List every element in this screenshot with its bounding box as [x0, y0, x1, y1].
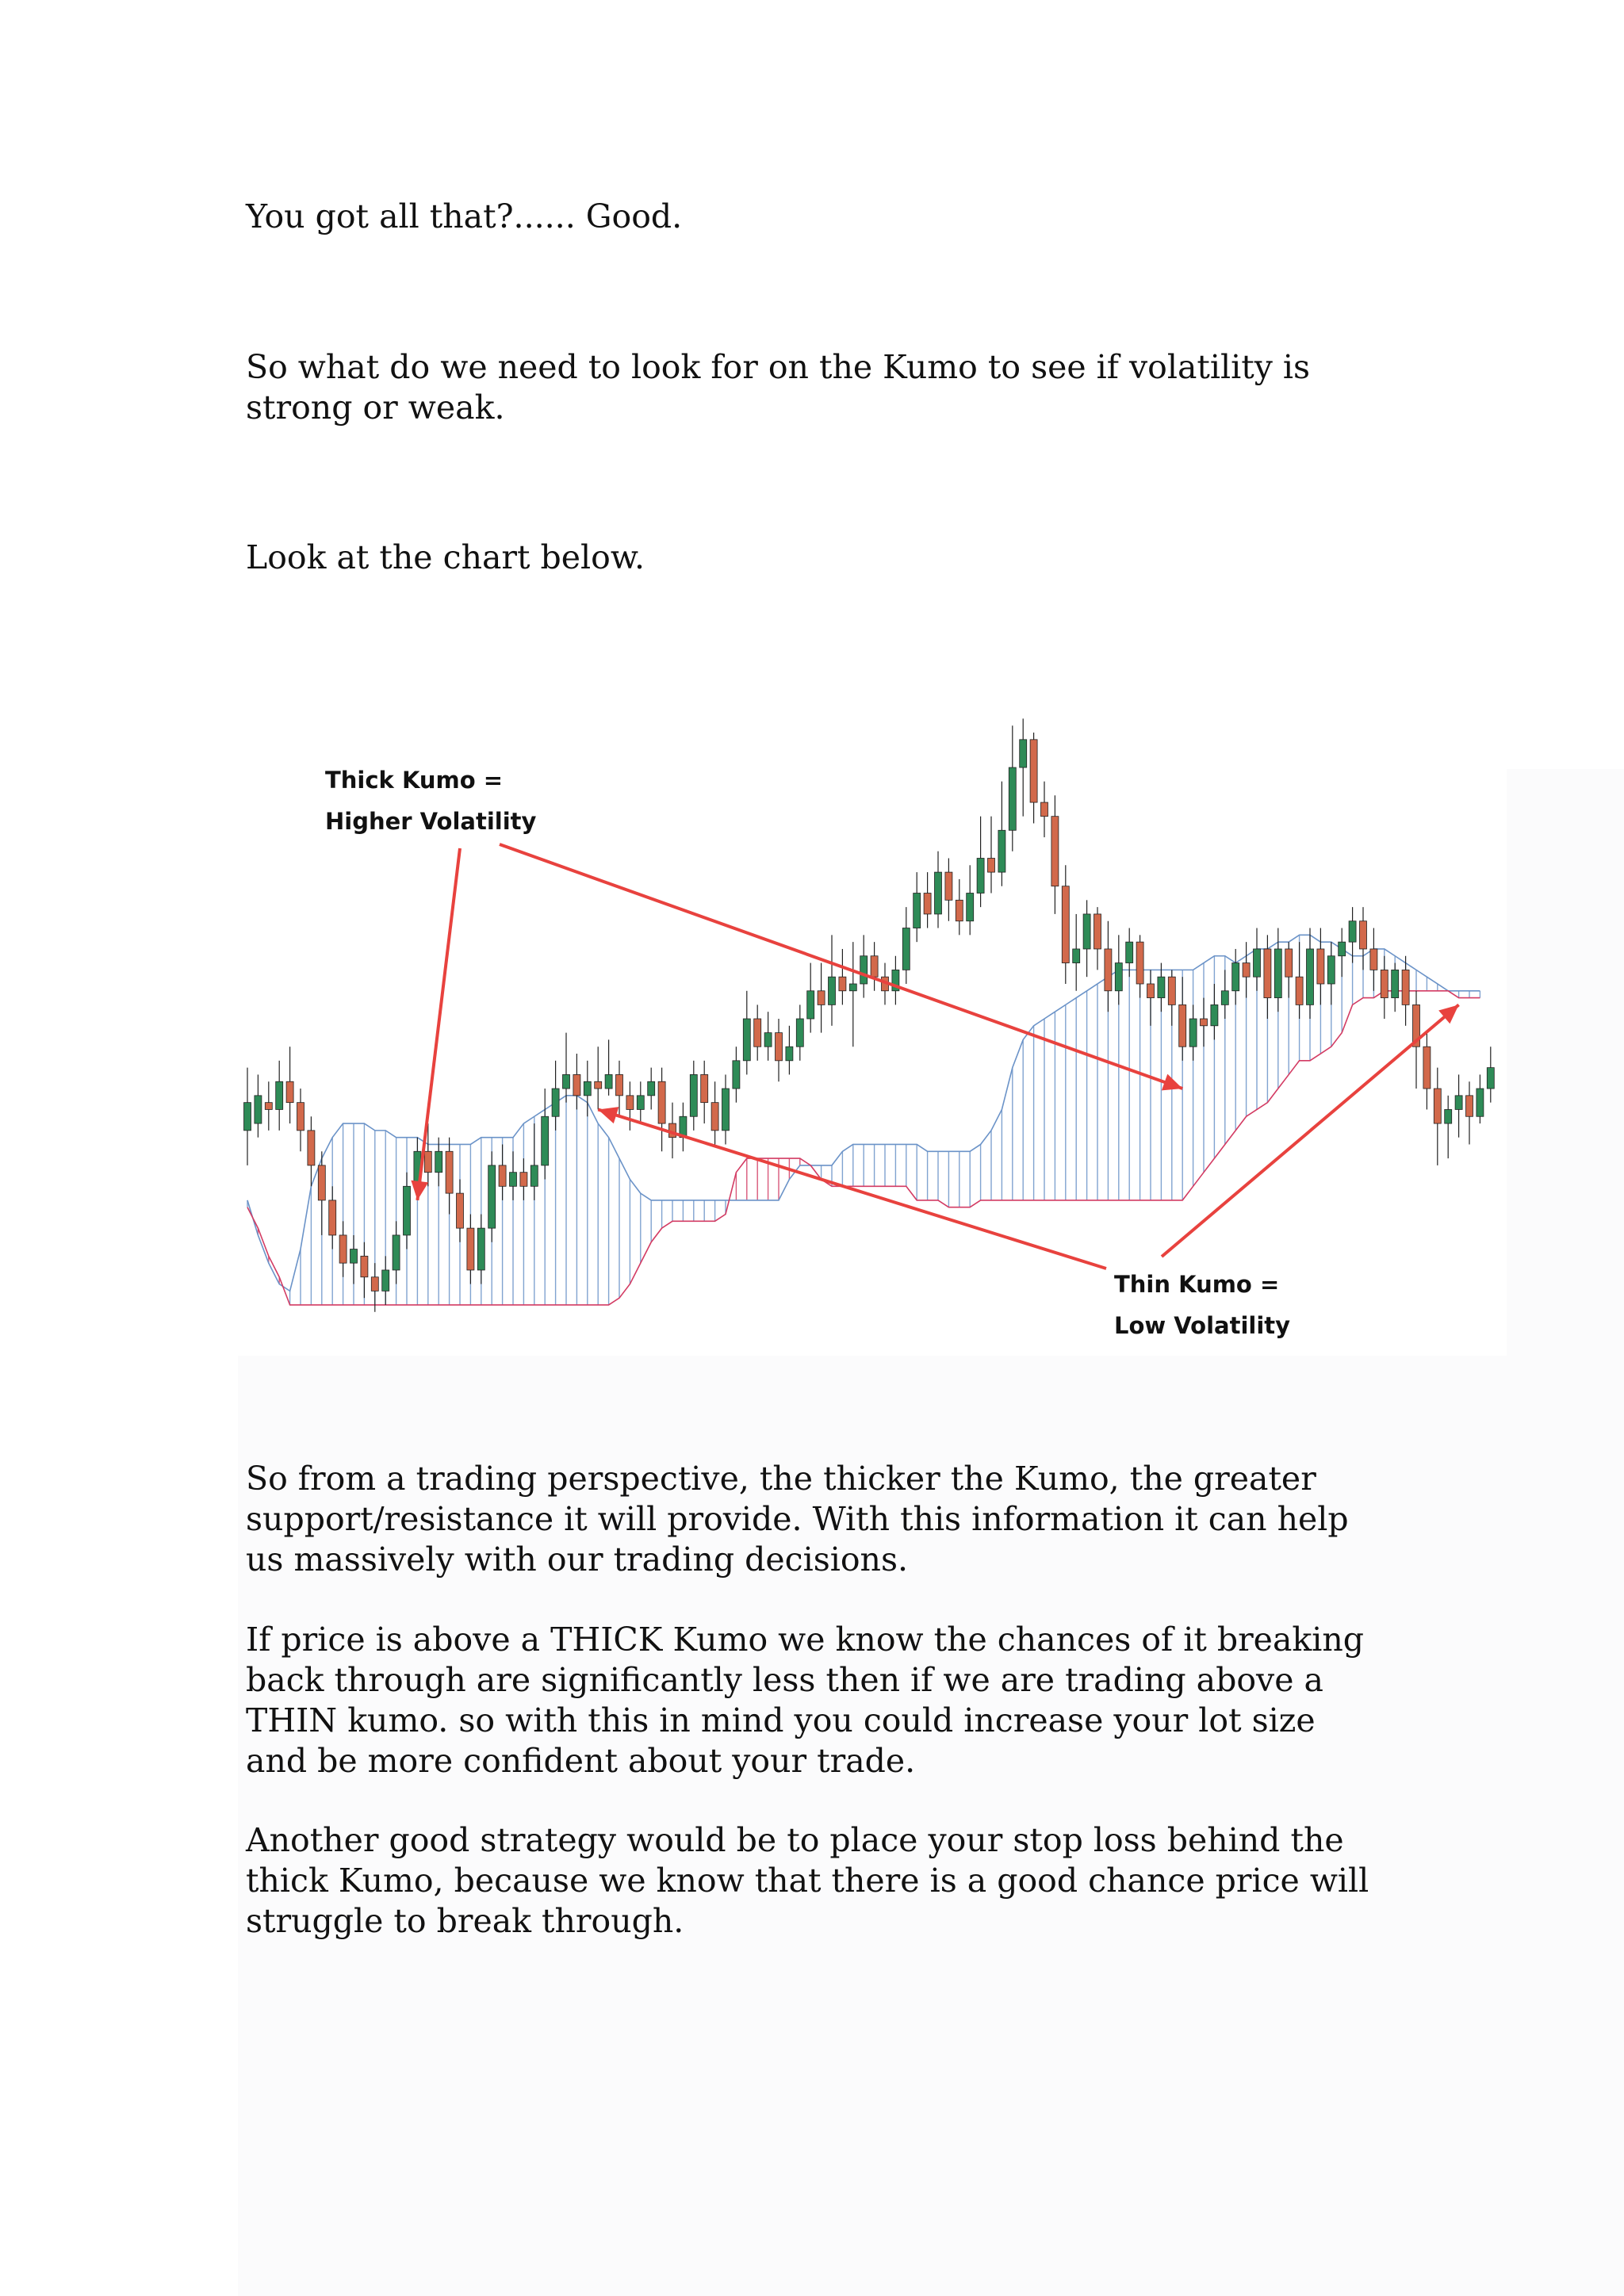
candle-body: [1221, 991, 1228, 1005]
candle-body: [382, 1270, 389, 1291]
candle-body: [626, 1096, 634, 1110]
candle-body: [1423, 1047, 1431, 1089]
candle-body: [276, 1081, 283, 1109]
candle-body: [1020, 740, 1027, 767]
candle-body: [1487, 1068, 1494, 1089]
paragraph-you-got-all-that: You got all that?...... Good.: [246, 197, 683, 235]
candle-body: [1466, 1096, 1473, 1116]
kumo-volatility-chart: [238, 690, 1507, 1356]
candle-body: [977, 859, 984, 894]
candle-body: [499, 1165, 506, 1186]
candle-body: [530, 1165, 538, 1186]
candle-body: [658, 1081, 665, 1123]
candle-body: [1360, 921, 1367, 949]
candle-body: [1349, 921, 1356, 942]
candle-body: [1445, 1109, 1452, 1123]
candle-body: [839, 977, 846, 991]
candle-body: [1381, 970, 1388, 997]
candle-body: [244, 1103, 251, 1131]
paragraph-stop-loss-strategy: Another good strategy would be to place your stop loss behind the thick Kumo, because we know that there is a good chance price will struggle to break through.: [246, 1821, 1369, 1940]
paragraph-trading-perspective: So from a trading perspective, the thicker the Kumo, the greater support/resistance it will provide. With this information it can help us massively with our trading decisions.: [246, 1460, 1349, 1578]
candle-body: [361, 1256, 368, 1276]
candle-body: [542, 1116, 549, 1165]
candle-body: [754, 1019, 761, 1047]
candle-body: [648, 1081, 655, 1096]
candle-body: [1392, 970, 1399, 997]
candle-body: [1009, 767, 1016, 830]
candle-body: [286, 1081, 293, 1102]
candle-body: [1147, 984, 1155, 998]
candle-body: [1105, 949, 1112, 991]
candle-body: [1073, 949, 1080, 963]
candle-body: [1201, 1019, 1208, 1026]
candle-body: [1189, 1019, 1197, 1047]
candle-body: [998, 830, 1005, 872]
candle-body: [318, 1165, 325, 1200]
candle-body: [956, 900, 963, 920]
candle-body: [563, 1074, 570, 1089]
candle-body: [1477, 1089, 1484, 1116]
candle-body: [1115, 963, 1122, 991]
candle-body: [329, 1200, 336, 1235]
candle-body: [1062, 886, 1069, 963]
candle-body: [424, 1151, 431, 1172]
candle-body: [552, 1089, 559, 1116]
candle-body: [1051, 817, 1059, 886]
thin-kumo-label-line1: Thin Kumo =: [1114, 1271, 1280, 1298]
candle-body: [1370, 949, 1377, 970]
candle-body: [446, 1151, 453, 1193]
candle-body: [1317, 949, 1324, 984]
candle-body: [764, 1033, 772, 1047]
thin-kumo-label-line2: Low Volatility: [1114, 1312, 1291, 1339]
paragraph-thick-kumo-above: If price is above a THICK Kumo we know the chances of it breaking back through are significantly less then if we are trading above a THIN kumo. so with this in mind you could increase your lot size and be more confident about your trade.: [246, 1621, 1364, 1780]
candle-body: [467, 1228, 474, 1270]
candle-body: [690, 1074, 697, 1116]
candle-body: [924, 894, 931, 914]
candle-body: [967, 894, 974, 921]
candle-body: [1402, 970, 1409, 1004]
candle-body: [457, 1193, 464, 1228]
candle-body: [743, 1019, 750, 1061]
candle-body: [1254, 949, 1261, 977]
candle-body: [945, 872, 952, 900]
candle-body: [584, 1081, 591, 1096]
candle-body: [1041, 802, 1048, 817]
candle-body: [308, 1131, 315, 1165]
candle-body: [1232, 963, 1239, 991]
candle-body: [722, 1089, 730, 1131]
candle-body: [297, 1103, 304, 1131]
candle-body: [818, 991, 825, 1005]
candle-body: [616, 1074, 623, 1095]
candle-body: [637, 1096, 644, 1110]
candle-body: [1274, 949, 1281, 998]
candle-body: [733, 1061, 740, 1089]
paragraph-what-to-look-for: So what do we need to look for on the Kumo to see if volatility is strong or weak.: [246, 348, 1311, 427]
candle-body: [1126, 942, 1133, 962]
candle-body: [393, 1235, 400, 1270]
candle-body: [1158, 977, 1165, 997]
candle-body: [371, 1277, 378, 1292]
thick-kumo-label-line2: Higher Volatility: [325, 808, 537, 835]
candle-body: [849, 984, 856, 991]
candle-body: [1434, 1089, 1441, 1123]
candle-body: [488, 1165, 496, 1228]
candle-body: [1211, 1004, 1218, 1025]
paragraph-look-at-chart: Look at the chart below.: [246, 538, 645, 576]
candle-body: [1285, 949, 1293, 977]
candle-body: [902, 928, 910, 970]
candle-body: [605, 1074, 612, 1089]
candle-body: [595, 1081, 602, 1089]
candle-body: [404, 1186, 411, 1235]
candle-body: [1243, 963, 1250, 978]
candle-body: [1296, 977, 1303, 1004]
thick-kumo-label-line1: Thick Kumo =: [325, 767, 504, 794]
candle-body: [1455, 1096, 1462, 1110]
candle-body: [339, 1235, 347, 1263]
candle-body: [829, 977, 836, 1004]
candle-body: [520, 1173, 527, 1187]
candle-body: [711, 1103, 718, 1131]
candle-body: [477, 1228, 485, 1270]
candle-body: [1083, 914, 1090, 949]
candle-body: [1307, 949, 1314, 1004]
candle-body: [573, 1074, 580, 1095]
candle-body: [1179, 1004, 1186, 1047]
candle-body: [1030, 740, 1037, 802]
candle-body: [265, 1103, 272, 1110]
candle-body: [1264, 949, 1271, 998]
candle-body: [1136, 942, 1143, 984]
candle-body: [935, 872, 942, 914]
candle-body: [914, 894, 921, 928]
candle-body: [350, 1249, 358, 1264]
candle-body: [796, 1019, 803, 1047]
candle-body: [1339, 942, 1346, 956]
candle-body: [1168, 977, 1175, 1004]
candle-body: [255, 1096, 262, 1123]
candle-body: [988, 859, 995, 873]
candle-body: [776, 1033, 783, 1061]
candle-body: [807, 991, 814, 1019]
candle-body: [1327, 956, 1335, 984]
candle-body: [860, 956, 868, 984]
candle-body: [510, 1173, 517, 1187]
candle-body: [435, 1151, 442, 1172]
candle-body: [701, 1074, 708, 1102]
candle-body: [1094, 914, 1101, 949]
candle-body: [871, 956, 878, 977]
candle-body: [786, 1047, 793, 1061]
